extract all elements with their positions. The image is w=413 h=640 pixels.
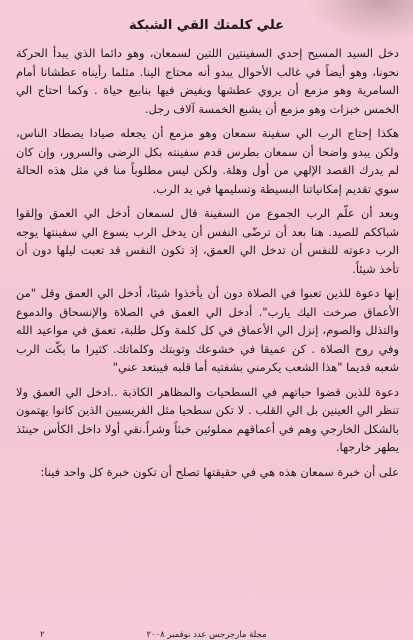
paragraph-4: إنها دعوة للذين تعبوا في الصلاة دون أن يأخذوا شيئا، أدخل الي العمق وقل "من الأعماق صرخت اليك يارب". أدخل الي العمق في الصلاة والإنسحاق والدموع والتذلل والصوم، إنزل الي الأعماق في كل كلمة وكل طلبة، تعمق في مواعيد الله وفي روح الصلاة . كن عميقا في خشوعك وتوبتك وكلماتك. كثيرا ما بكّت الرب شعبه قديما "هذا الشعب يكرمني بشفتيه أما قلبه فيبتعد عني" [16,286,399,374]
article-title: علي كلمتك القي الشبكة [128,18,285,33]
paragraph-1: دخل السيد المسيح إحدي السفينتين اللتين لسمعان، وهو دائما الذي يبدأ الحركة نحونا، وهو أيضاً في غالب الأحوال يبدو أنه محتاج الينا. مثلما رأيناه عطشانا أمام السامرية وهو مزمع أن يروي عطشها ويفيض فيها بنابيع حياة . وكما احتاج الي الخمس خبزات وهو مزمع أن يشبع الخمسة آلاف رجل. [16,46,399,116]
paragraph-5: دعوة للذين قضوا حياتهم في السطحيات والمظاهر الكاذبة ..ادخل الي العمق ولا تنظر الي العينين بل الي القلب . لا تكن سطحيا مثل الفريسيين الذين كانوا يهتمون بالشكل الخارجي وهم في أعماقهم مملوئين خبثاً وشراً.نقي أولا داخل الكأس حينئذ يطهر خارجها. [16,384,399,454]
article-body [16,44,399,481]
paragraph-3: وبعد أن علّم الرب الجموع من السفينة قال لسمعان أدخل الي العمق وإلقوا شباككم للصيد. هنا بعد أن ترضّى النفس أن يدخل الرب يسوع الي سفينتها يوجه الرب دعوته للنفس أن تدخل الي العمق، إذ تكون النفس قد تعبت ليلها دون أن تأخذ شيئاً. [16,206,399,276]
publication-info: مجلة مارجرجس عدد نوفمبر ٢٠٠٨ [146,630,267,640]
paragraph-6: على أن خبرة سمعان هذه هي في حقيقتها تصلح أن تكون خبرة كل واحد فينا: [40,464,399,479]
page-number: ٢ [40,630,45,640]
paragraph-2: هكذا إحتاج الرب الي سفينة سمعان وهو مزمع أن يجعله صيادا يصطاد الناس، ولكن يبدو واضحا أن سمعان بطرس قدم سفينته بكل الرضى والسرور، وإن كان لم يدرك القصد الإلهي من أول وهلة. ولكن ليس مطلوباً منا في مثل هذه الحالة سوي تقديم إمكانياتنا البسيطة وتسليمها في يد الرب. [16,126,399,196]
